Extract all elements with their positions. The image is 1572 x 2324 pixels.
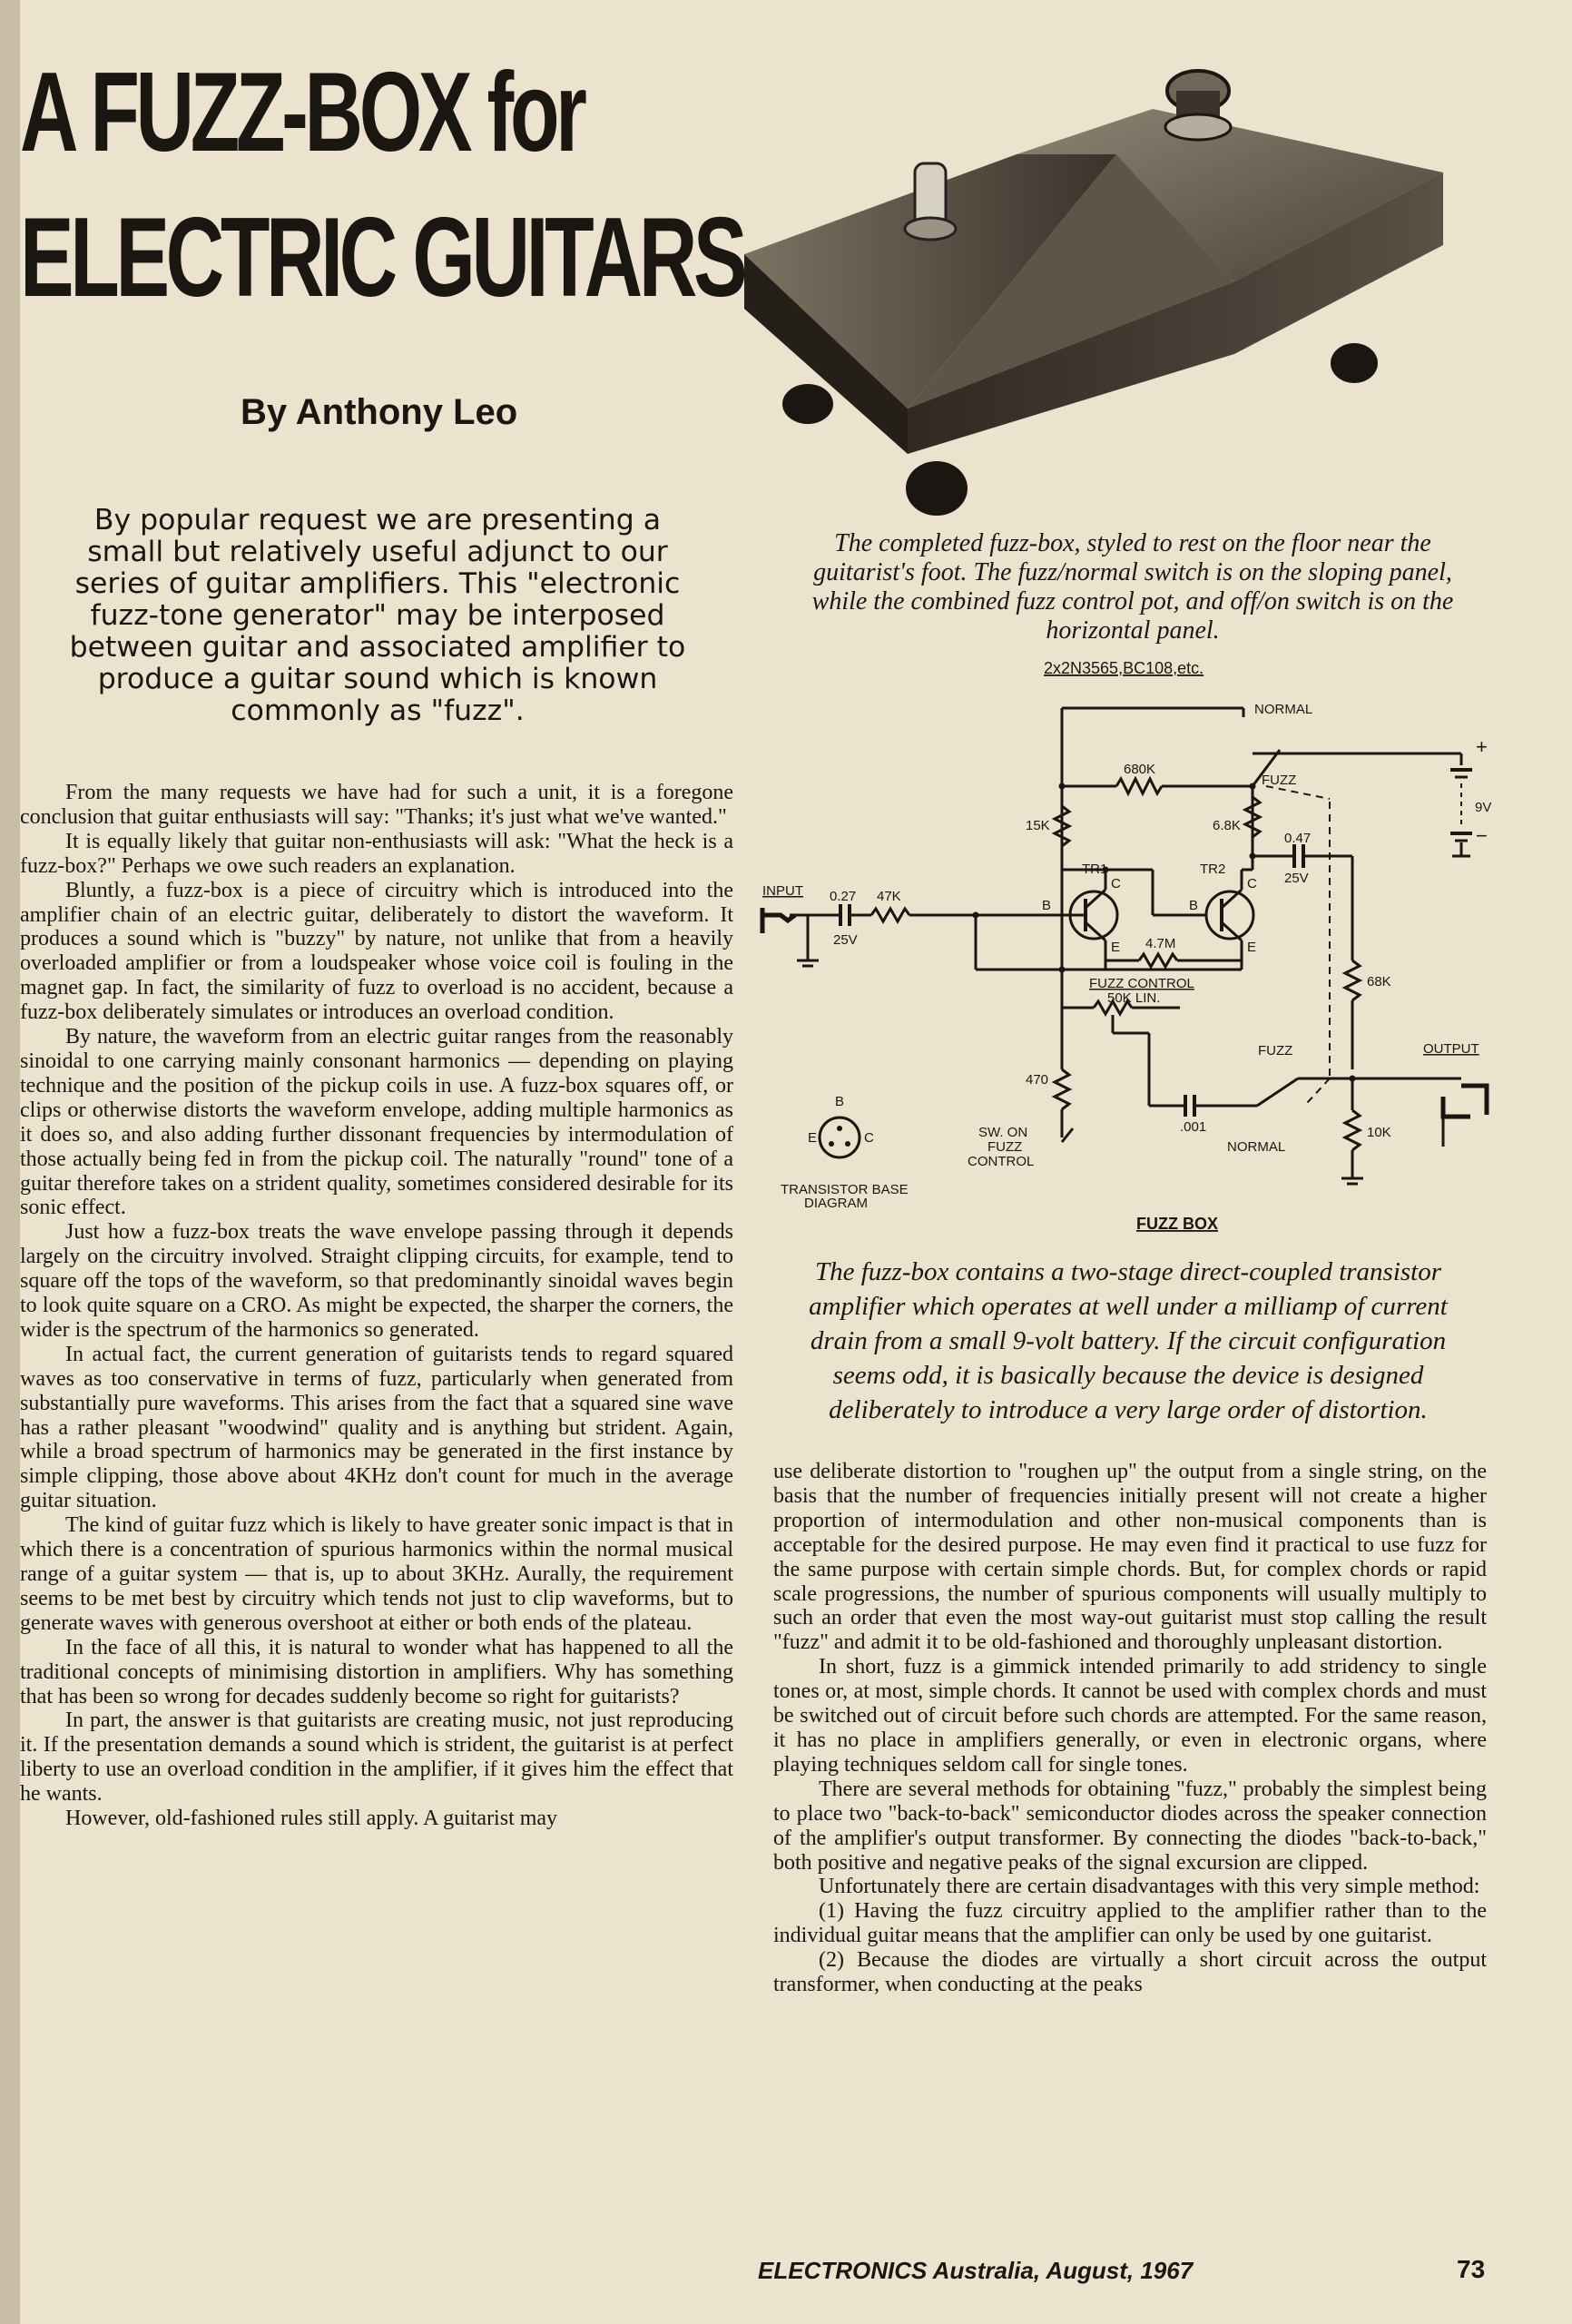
label-c1: C (1111, 876, 1121, 891)
junction-1 (1059, 783, 1066, 790)
label-batt-minus: − (1476, 824, 1488, 847)
label-pot: 50K LIN. (1107, 990, 1161, 1006)
label-sw-on: SW. ON (978, 1125, 1028, 1140)
col1-paragraph: From the many requests we have had for such a unit, it is a foregone conclusion that guitar enthusiasts will say: "Thanks; it's just what we've wanted." (20, 781, 733, 829)
photo-pot-nut (1165, 114, 1231, 140)
col1-paragraph: It is equally likely that guitar non-enthusiasts will ask: "What the heck is a fuzz-box?" Perhaps we owe such readers an explanation. (20, 829, 733, 878)
resistor-68k (1345, 960, 1360, 1000)
col1-paragraph: Just how a fuzz-box treats the wave envelope passing through it depends largely on the circuitry involved. Straight clipping circuits, for example, tend to square off the tops of the waveform, so that predominantly sinoidal waves begin to look quite square on a CRO. As might be expected, the sharper the corners, the wider is the spectrum of the harmonics so generated. (20, 1220, 733, 1342)
label-10k: 10K (1367, 1125, 1391, 1140)
label-4m7: 4.7M (1145, 936, 1176, 951)
col1-paragraph: In actual fact, the current generation of guitarists tends to regard squared waves as too conservative in terms of fuzz, particularly when generated from substantially pure waveforms. This arises from the fact that a squared sine wave has a rather pleasant "woodwind" quality and is anything but strident. Again, while a broad spectrum of harmonics may be generated in the first instance by simple clipping, those above about 4KHz don't count for much in the average guitar situation. (20, 1342, 733, 1513)
label-fuzz-top: FUZZ (1262, 773, 1297, 788)
col2-paragraph: (2) Because the diodes are virtually a short circuit across the output transformer, when conducting at the peaks (773, 1948, 1487, 1997)
label-normal-sw: NORMAL (1227, 1139, 1286, 1155)
label-e1: E (1111, 940, 1121, 955)
page-number: 73 (1457, 2255, 1486, 2283)
label-fuzz-sw: FUZZ (1258, 1043, 1293, 1059)
label-schematic-title: FUZZ BOX (1136, 1215, 1218, 1233)
col1-paragraph: Bluntly, a fuzz-box is a piece of circuitry which is introduced into the amplifier chain of an electric guitar, deliberately to distort the waveform. It produces a sound which is "buzzy" by nature, not unlike that from a heavily overloaded amplifier or from a loudspeaker whose voice coil is fouling in the magnet gap. In fact, the similarity of fuzz to overload is no accident, because a fuzz-box deliberately simulates or introduces an overload condition. (20, 878, 733, 1025)
label-e2: E (1247, 940, 1257, 955)
label-base-c: C (864, 1130, 874, 1146)
switch-gang-link (1266, 786, 1330, 799)
label-output: OUTPUT (1423, 1041, 1479, 1057)
label-15k: 15K (1026, 818, 1050, 833)
switch-on-arrow (1062, 1128, 1073, 1142)
fuzz-box-photo (726, 54, 1470, 527)
label-sw-fuzz: FUZZ (987, 1139, 1023, 1155)
label-b1: B (1042, 898, 1052, 913)
label-047: 0.47 (1284, 831, 1312, 846)
output-jack (1443, 1086, 1487, 1117)
label-tr2: TR2 (1200, 862, 1226, 877)
resistor-470 (1055, 1069, 1069, 1109)
intro-paragraph: By popular request we are presenting a small but relatively useful adjunct to our series of guitar amplifiers. This "electronic fuzz-tone generator" may be interposed between guitar and associated amplifier to produce a guitar sound which is known commonly as "fuzz". (69, 504, 686, 727)
base-pin-c (845, 1141, 850, 1147)
switch-bottom-blade (1257, 1078, 1298, 1106)
label-001: .001 (1180, 1119, 1207, 1135)
junction-5 (1350, 1076, 1356, 1082)
label-sw-control: CONTROL (968, 1154, 1035, 1169)
label-base-b: B (835, 1094, 845, 1109)
col1-paragraph: In the face of all this, it is natural to wonder what has happened to all the traditional concepts of minimising distortion in amplifiers. Why has something that has been so wrong for decades suddenly become so right for guitarists? (20, 1635, 733, 1709)
title-line-1: A FUZZ-BOX for (20, 50, 584, 175)
label-470: 470 (1026, 1072, 1049, 1088)
byline: By Anthony Leo (241, 392, 518, 432)
label-fuzz-control: FUZZ CONTROL (1089, 976, 1194, 991)
base-diagram-circle (820, 1118, 860, 1157)
label-68k: 68K (1367, 974, 1391, 990)
col1-paragraph: The kind of guitar fuzz which is likely to have greater sonic impact is that in which there is a concentration of spurious harmonics within the normal musical range of a guitar system — that is, up to about 3KHz. Aurally, the requirement seems to be met best by circuitry which tends not just to clip waveforms, but to generate waves with generous overshoot at either or both ends of the plateau. (20, 1513, 733, 1635)
label-normal-top: NORMAL (1254, 702, 1313, 717)
label-base-e: E (808, 1130, 818, 1146)
photo-switch-base (905, 218, 956, 240)
article-column-1 (20, 781, 733, 1831)
title-line-2: ELECTRIC GUITARS (20, 195, 744, 320)
label-47k: 47K (877, 889, 901, 904)
label-transistors: 2x2N3565,BC108,etc. (1044, 659, 1204, 677)
col2-paragraph: There are several methods for obtaining "fuzz," probably the simplest being to place two "back-to-back" semiconductor diodes across the speaker connection of the amplifier's output transformer. By connecting the diodes "back-to-back," both positive and negative peaks of the signal excursion are clipped. (773, 1777, 1487, 1875)
col1-paragraph: By nature, the waveform from an electric guitar ranges from the reasonably sinoidal to one carrying mainly consonant harmonics — depending on playing technique and the position of the pickup coils in use. A fuzz-box squares off, or clips or otherwise distorts the waveform envelope, adding multiple harmonics as it does so, and also adding further dissonant frequencies by intermodulation of those actually being fed in from the pickup coil. The naturally "round" tone of a guitar therefore takes on a strident quality, sometimes considered desirable for its sonic effect. (20, 1025, 733, 1220)
photo-caption: The completed fuzz-box, styled to rest on the floor near the guitarist's foot. The fuzz/normal switch is on the sloping panel, while the combined fuzz control pot, and off/on switch is on the horizontal panel. (811, 529, 1454, 645)
fuzz-box-schematic (753, 652, 1498, 1251)
resistor-680k (1116, 779, 1162, 793)
resistor-4m7 (1139, 954, 1177, 967)
page-footer: ELECTRONICS Australia, August, 1967 (758, 2257, 1194, 2284)
base-pin-b (837, 1126, 842, 1131)
col2-paragraph: Unfortunately there are certain disadvantages with this very simple method: (819, 1875, 1480, 1899)
scan-edge (0, 0, 20, 2324)
label-base-diagram-1: TRANSISTOR BASE (781, 1182, 909, 1197)
photo-foot-left (782, 384, 833, 424)
label-680k: 680K (1124, 762, 1156, 777)
col2-paragraph: (1) Having the fuzz circuitry applied to the amplifier rather than to the individual guitar means that the amplifier can only be used by one guitarist. (773, 1899, 1487, 1948)
switch-gang-link-bottom (1307, 1078, 1330, 1103)
label-9v: 9V (1475, 800, 1492, 815)
label-batt-plus: + (1476, 735, 1488, 758)
label-c2: C (1247, 876, 1257, 891)
resistor-47k (871, 909, 909, 921)
junction-7 (1250, 853, 1256, 860)
label-25v-1: 25V (833, 932, 858, 948)
label-input: INPUT (762, 883, 803, 899)
schematic-caption: The fuzz-box contains a two-stage direct-coupled transistor amplifier which operates at well under a milliamp of current drain from a small 9-volt battery. If the circuit configuration seems odd, it is basically because the device is designed deliberately to introduce a very large order of distortion. (809, 1257, 1448, 1424)
col1-paragraph: However, old-fashioned rules still apply. A guitarist may (65, 1807, 558, 1831)
label-6k8: 6.8K (1213, 818, 1241, 833)
col2-paragraph: use deliberate distortion to "roughen up" the output from a single string, on the basis that the number of frequencies initially present will not create a higher proportion of intermodulation and other non-musical components than is acceptable for the desired purpose. He may even find it practical to use fuzz for the same purpose with certain simple chords. But, for complex chords or rapid scale progressions, the number of spurious components will usually multiply to such an order that even the most way-out guitarist must stop calling the result "fuzz" and admit it to be old-fashioned and thoroughly unpleasant distortion. (773, 1460, 1487, 1655)
junction-4 (973, 912, 979, 919)
label-tr1: TR1 (1082, 862, 1108, 877)
article-column-2 (773, 1460, 1487, 1997)
junction-6 (1059, 967, 1066, 973)
photo-foot-right (1331, 343, 1378, 383)
input-jack (762, 908, 795, 933)
label-25v-2: 25V (1284, 871, 1309, 886)
label-base-diagram-2: DIAGRAM (804, 1196, 869, 1211)
photo-foot-front (906, 461, 968, 516)
resistor-10k (1345, 1110, 1360, 1150)
col1-paragraph: In part, the answer is that guitarists are creating music, not just reproducing it. If the presentation demands a sound which is strident, the guitarist is at perfect liberty to use an overload condition in the amplifier, if it gives him the effect that he wants. (20, 1709, 733, 1807)
label-027: 0.27 (830, 889, 857, 904)
col2-paragraph: In short, fuzz is a gimmick intended primarily to add stridency to single tones or, at most, simple chords. It cannot be used with complex chords and must be switched out of circuit before such chords are attempted. For the same reason, it has no place in amplifiers generally, or even in electronic organs, where playing techniques seldom call for single tones. (773, 1655, 1487, 1777)
base-pin-e (829, 1141, 834, 1147)
junction-2 (1250, 783, 1256, 790)
label-b2: B (1189, 898, 1199, 913)
